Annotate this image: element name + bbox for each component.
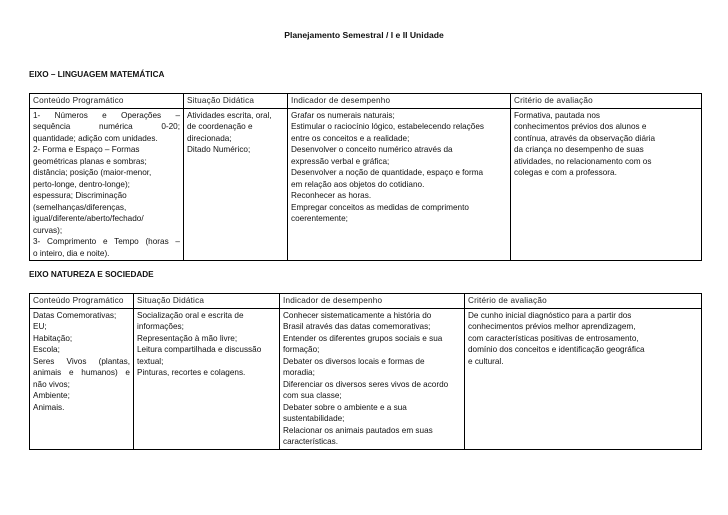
cell-line: colegas e com a professora. bbox=[514, 168, 617, 177]
cell-line: Pinturas, recortes e colagens. bbox=[137, 368, 246, 377]
cell-line: espessura; Discriminação bbox=[33, 191, 127, 200]
table-header-row bbox=[30, 294, 702, 309]
header-indicador: Indicador de desempenho bbox=[280, 294, 465, 309]
cell-line: Representação à mão livre; bbox=[137, 333, 238, 343]
cell-line: 3- Comprimento e Tempo (horas – bbox=[33, 237, 180, 246]
cell-situacao bbox=[184, 108, 288, 261]
cell-line: conhecimentos prévios dos alunos e bbox=[514, 122, 647, 131]
cell-line: Reconhecer as horas. bbox=[291, 191, 372, 200]
cell-line: igual/diferente/aberto/fechado/ bbox=[33, 214, 144, 223]
header-criterio: Critério de avaliação bbox=[465, 294, 702, 309]
cell-line: sustentabilidade; bbox=[283, 414, 345, 423]
cell-criterio bbox=[511, 108, 702, 261]
cell-line: 1- Números e Operações – bbox=[33, 110, 180, 120]
cell-line: Animais. bbox=[33, 402, 65, 412]
cell-conteudo bbox=[30, 108, 184, 261]
cell-line: Entender os diferentes grupos sociais e sua bbox=[283, 333, 443, 343]
section-title-natureza: EIXO NATUREZA E SOCIEDADE bbox=[29, 270, 154, 279]
cell-line: Brasil através das datas comemorativas; bbox=[283, 322, 431, 331]
cell-line: geométricas planas e sombras; bbox=[33, 156, 147, 166]
cell-line: Datas Comemorativas; bbox=[33, 310, 117, 320]
cell-line: Escola; bbox=[33, 345, 60, 354]
cell-line: Grafar os numerais naturais; bbox=[291, 110, 395, 120]
cell-line: De cunho inicial diagnóstico para a partir dos bbox=[468, 310, 632, 320]
cell-line: e cultural. bbox=[468, 356, 504, 366]
cell-line: coerentemente; bbox=[291, 214, 348, 223]
cell-line: não vivos; bbox=[33, 379, 70, 389]
cell-line: curvas); bbox=[33, 225, 63, 235]
table-row bbox=[30, 308, 702, 449]
header-situacao: Situação Didática bbox=[134, 294, 280, 309]
cell-criterio bbox=[465, 308, 702, 449]
cell-line: Desenvolver a noção de quantidade, espaço e forma bbox=[291, 168, 484, 177]
cell-line: animais e humanos) e bbox=[33, 368, 130, 377]
cell-line: distância; posição (maior-menor, bbox=[33, 168, 152, 177]
header-conteudo: Conteúdo Programático bbox=[30, 94, 184, 109]
cell-line: Debater sobre o ambiente e a sua bbox=[283, 402, 407, 412]
cell-line: Leitura compartilhada e discussão bbox=[137, 345, 262, 354]
table-header-row bbox=[30, 94, 702, 109]
cell-line: quantidade; adição com unidades. bbox=[33, 133, 158, 143]
cell-line: Habitação; bbox=[33, 333, 73, 343]
header-conteudo: Conteúdo Programático bbox=[30, 294, 134, 309]
cell-line: 2- Forma e Espaço – Formas bbox=[33, 145, 140, 154]
cell-line: perto-longe, dentro-longe); bbox=[33, 179, 130, 189]
table-natureza bbox=[29, 293, 702, 450]
cell-line: entre os conceitos e a realidade; bbox=[291, 133, 410, 143]
cell-line: atividades, no relacionamento com os bbox=[514, 156, 652, 166]
section-title-matematica: EIXO – LINGUAGEM MATEMÁTICA bbox=[29, 70, 165, 79]
cell-line: características. bbox=[283, 437, 339, 446]
cell-line: Desenvolver o conceito numérico através da bbox=[291, 145, 453, 154]
cell-line: domínio dos conceitos e identificação geográfica bbox=[468, 345, 645, 354]
cell-line: moradia; bbox=[283, 368, 315, 377]
cell-line: com características positivas de entrosamento, bbox=[468, 333, 639, 343]
cell-line: direcionada; bbox=[187, 133, 232, 143]
cell-line: formação; bbox=[283, 345, 320, 354]
cell-line: Relacionar os animais pautados em suas bbox=[283, 425, 433, 435]
page-title: Planejamento Semestral / I e II Unidade bbox=[284, 30, 444, 40]
cell-line: Conhecer sistematicamente a história do bbox=[283, 310, 432, 320]
cell-line: Estimular o raciocínio lógico, estabelecendo relações bbox=[291, 122, 484, 131]
cell-conteudo bbox=[30, 308, 134, 449]
header-indicador: Indicador de desempenho bbox=[288, 94, 511, 109]
cell-line: Socialização oral e escrita de bbox=[137, 310, 244, 320]
cell-line: Empregar conceitos as medidas de comprimento bbox=[291, 202, 469, 212]
cell-line: o inteiro, dia e noite). bbox=[33, 248, 110, 258]
cell-line: informações; bbox=[137, 322, 184, 331]
cell-line: conhecimentos prévios melhor aprendizagem, bbox=[468, 322, 636, 331]
table-matematica bbox=[29, 93, 702, 261]
cell-indicador bbox=[288, 108, 511, 261]
table-row bbox=[30, 108, 702, 261]
cell-line: Debater os diversos locais e formas de bbox=[283, 356, 425, 366]
cell-line: sequência numérica 0-20; bbox=[33, 122, 180, 131]
cell-line: EU; bbox=[33, 322, 47, 331]
cell-indicador bbox=[280, 308, 465, 449]
cell-line: em relação aos objetos do cotidiano. bbox=[291, 179, 425, 189]
cell-line: com sua classe; bbox=[283, 391, 342, 400]
cell-line: Atividades escrita, oral, bbox=[187, 110, 272, 120]
cell-line: (semelhanças/diferenças, bbox=[33, 202, 127, 212]
cell-line: Diferenciar os diversos seres vivos de acordo bbox=[283, 379, 449, 389]
cell-line: Seres Vivos (plantas, bbox=[33, 356, 130, 366]
header-criterio: Critério de avaliação bbox=[511, 94, 702, 109]
cell-situacao bbox=[134, 308, 280, 449]
cell-line: Formativa, pautada nos bbox=[514, 110, 601, 120]
cell-line: textual; bbox=[137, 356, 164, 366]
cell-line: Ditado Numérico; bbox=[187, 145, 251, 154]
cell-line: expressão verbal e gráfica; bbox=[291, 156, 390, 166]
cell-line: contínua, através da observação diária bbox=[514, 133, 656, 143]
cell-line: de coordenação e bbox=[187, 122, 253, 131]
cell-line: da criança no desempenho de suas bbox=[514, 145, 644, 154]
cell-line: Ambiente; bbox=[33, 391, 70, 400]
header-situacao: Situação Didática bbox=[184, 94, 288, 109]
